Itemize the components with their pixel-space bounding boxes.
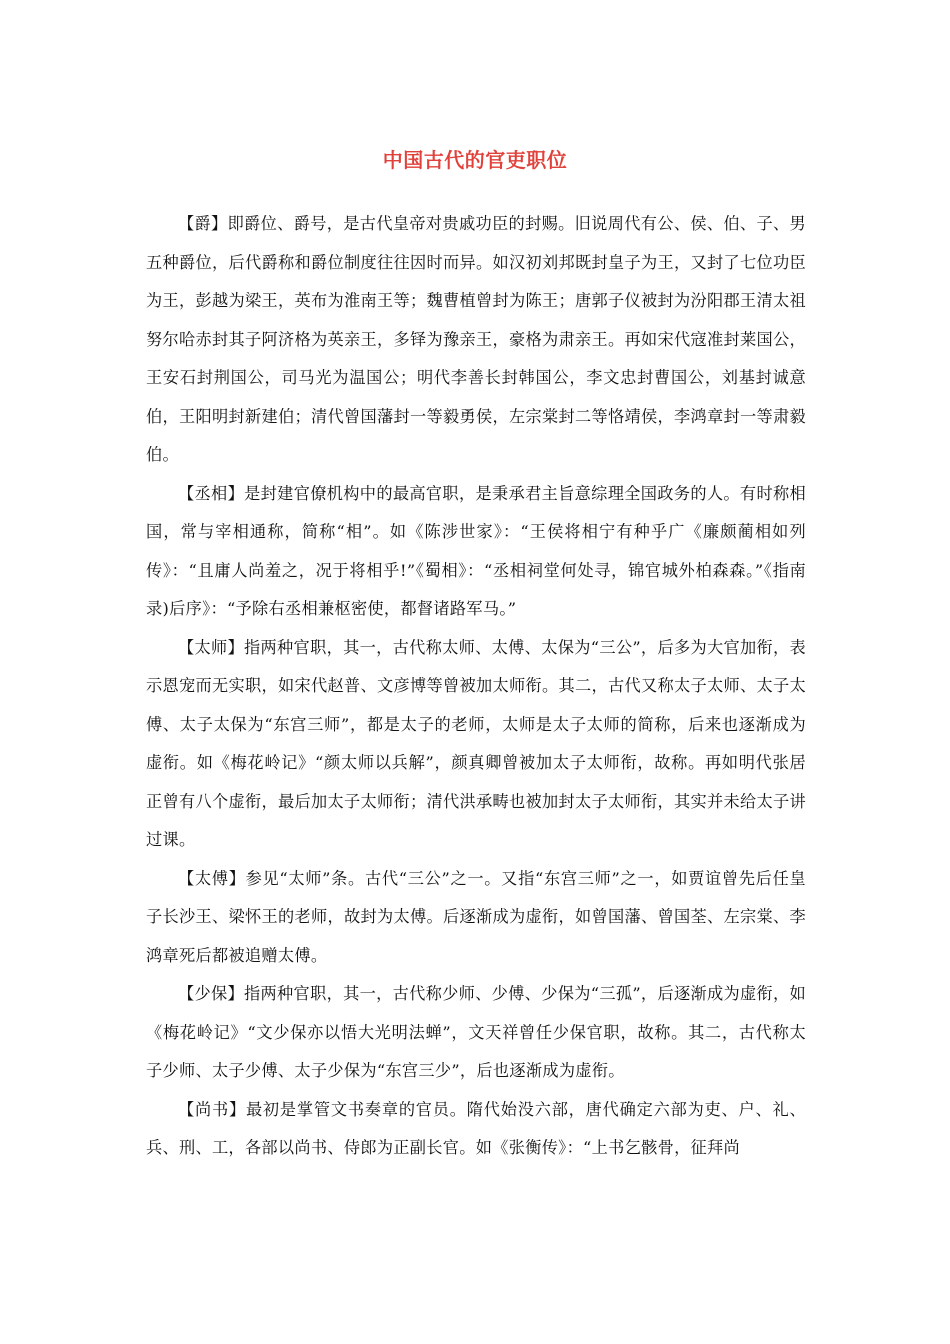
paragraph-jue: 【爵】即爵位、爵号，是古代皇帝对贵戚功臣的封赐。旧说周代有公、侯、伯、子、男五种爵位，后代爵称和爵位制度往往因时而异。如汉初刘邦既封皇子为王，又封了七位功臣为王，彭越为梁王，英布为淮南王等；魏曹植曾封为陈王；唐郭子仪被封为汾阳郡王清太祖努尔哈赤封其子阿济格为英亲王，多铎为豫亲王，豪格为肃亲王。再如宋代寇准封莱国公，王安石封荆国公，司马光为温国公；明代李善长封韩国公，李文忠封曹国公，刘基封诚意伯，王阳明封新建伯；清代曾国藩封一等毅勇侯，左宗棠封二等恪靖侯，李鸿章封一等肃毅伯。: [146, 214, 806, 464]
paragraph-shangshu: 【尚书】最初是掌管文书奏章的官员。隋代始没六部，唐代确定六部为吏、户、礼、兵、刑、工，各部以尚书、侍郎为正副长官。如《张衡传》：“上书乞骸骨，征拜尚: [146, 1099, 806, 1157]
document-title: 中国古代的官吏职位: [382, 148, 568, 172]
paragraph-taifu: 【太傅】参见“太师”条。古代“三公”之一。又指“东宫三师”之一，如贾谊曾先后任皇子长沙王、梁怀王的老师，故封为太傅。后逐渐成为虚衔，如曾国藩、曾国荃、左宗棠、李鸿章死后都被追赠太傅。: [146, 868, 806, 965]
paragraph-taishi: 【太师】指两种官职，其一，古代称太师、太傅、太保为“三公”，后多为大官加衔，表示恩宠而无实职，如宋代赵普、文彦博等曾被加太师衔。其二，古代又称太子太师、太子太傅、太子太保为“东宫三师”，都是太子的老师，太师是太子太师的简称，后来也逐渐成为虚衔。如《梅花岭记》“颜太师以兵解”，颜真卿曾被加太子太师衔，故称。再如明代张居正曾有八个虚衔，最后加太子太师衔；清代洪承畴也被加封太子太师衔，其实并未给太子讲过课。: [146, 637, 806, 849]
paragraph-shaobao: 【少保】指两种官职，其一，古代称少师、少傅、少保为“三孤”，后逐渐成为虚衔，如《梅花岭记》“文少保亦以悟大光明法蝉”，文天祥曾任少保官职，故称。其二，古代称太子少师、太子少傅、太子少保为“东宫三少”，后也逐渐成为虚衔。: [146, 984, 806, 1080]
document-body: [146, 205, 806, 1168]
paragraph-chengxiang: 【丞相】是封建官僚机构中的最高官职，是秉承君主旨意综理全国政务的人。有时称相国，常与宰相通称，简称“相”。如《陈涉世家》：“王侯将相宁有种乎广《廉颇蔺相如列传》：“且庸人尚羞之，况于将相乎!”《蜀相》：“丞相祠堂何处寻，锦官城外柏森森。”《指南录)后序》：“予除右丞相兼枢密使，都督诸路军马。”: [146, 483, 806, 618]
